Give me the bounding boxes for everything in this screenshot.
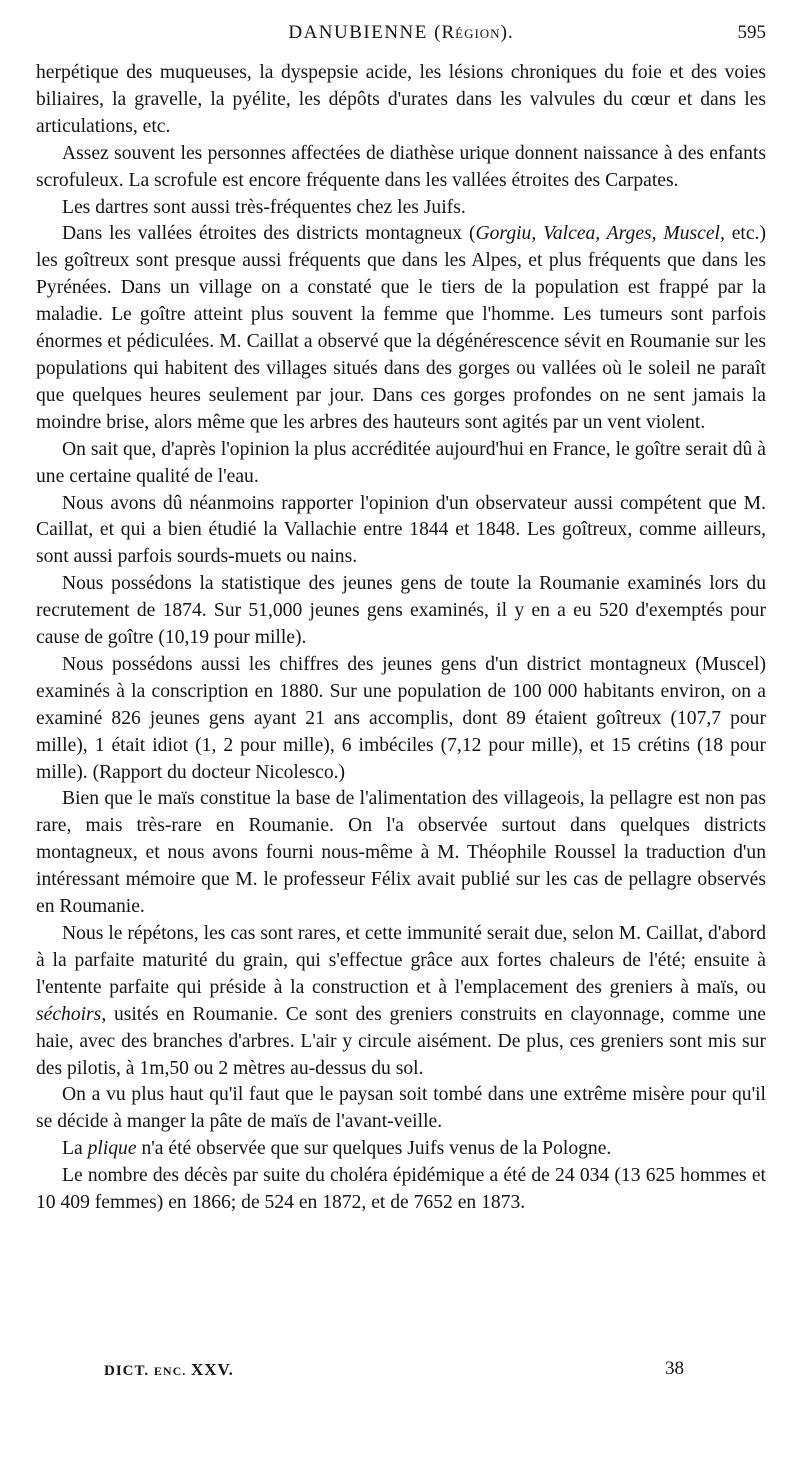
page-header [36, 22, 766, 52]
paragraph [36, 221, 766, 436]
running-head [36, 22, 766, 44]
paragraph-text: Bien que le maïs constitue la base de l'alimentation des villageois, la pellagre est non pas rare, mais très-rare en Roumanie. On l'a observée surtout dans quelques districts montagneux, et nous avons fourni nous-même à M. Théophile Roussel la traduction d'un intéressant mémoire que M. le professeur Félix avait publié sur les cas de pellagre observés en Roumanie. [36, 788, 766, 918]
paragraph-text: Assez souvent les personnes affectées de diathèse urique donnent naissance à des enfants scrofuleux. La scrofule est encore fréquente dans les vallées étroites des Carpates. [36, 142, 766, 191]
paragraph-text: On sait que, d'après l'opinion la plus accréditée aujourd'hui en France, le goître serait dû à une certaine qualité de l'eau. [36, 438, 766, 487]
italic-district-names: Gorgiu, Valcea, Arges, Muscel, [475, 223, 725, 245]
paragraph [36, 141, 766, 195]
italic-term: plique [87, 1138, 137, 1160]
page-number: 595 [737, 22, 766, 43]
paragraph [36, 491, 766, 572]
paragraph-text: etc.) les goîtreux sont presque aussi fréquents que dans les Alpes, et plus fréquents que dans les Pyrénées. Dans un village on a constaté que le tiers de la population est frappé par la maladie. Le goître atteint plus souvent la femme que l'homme. Les tumeurs sont parfois énormes et pédiculées. M. Caillat a observé que la dégénérescence sévit en Roumanie sur les populations qui habitent des villages situés dans des gorges ou vallées où le soleil ne paraît que quelques heures seulement par jour. Dans ces gorges profondes on ne sent jamais la moindre brise, alors même que les arbres des hauteurs sont agités par un vent violent. [36, 223, 766, 433]
paragraph-text: Le nombre des décès par suite du choléra épidémique a été de 24 034 (13 625 hommes et 10 409 femmes) en 1866; de 524 en 1872, et de 7652 en 1873. [36, 1165, 766, 1214]
paragraph [36, 571, 766, 652]
italic-term: séchoirs [36, 1003, 102, 1025]
paragraph-text: Nous possédons aussi les chiffres des jeunes gens d'un district montagneux (Muscel) examinés à la conscription en 1880. Sur une population de 100 000 habitants environ, on a examiné 826 jeunes gens ayant 21 ans accomplis, dont 89 étaient goîtreux (107,7 pour mille), 1 était idiot (1, 2 pour mille), 6 imbéciles (7,12 pour mille), et 15 crétins (18 pour mille). (Rapport du docteur Nicolesco.) [36, 653, 766, 783]
paragraph [36, 195, 766, 222]
article-body [36, 60, 766, 1217]
running-head-subtitle: (Région). [434, 22, 514, 43]
signature-volume: XXV. [191, 1360, 234, 1379]
paragraph-text: Nous avons dû néanmoins rapporter l'opinion d'un observateur aussi compétent que M. Caillat, et qui a bien étudié la Vallachie entre 1844 et 1848. Les goîtreux, comme ailleurs, sont aussi parfois sourds-muets ou nains. [36, 492, 766, 568]
paragraph-text: On a vu plus haut qu'il faut que le paysan soit tombé dans une extrême misère pour qu'il se décide à manger la pâte de maïs de l'avant-veille. [36, 1084, 766, 1133]
signature-dict: DICT. [104, 1363, 150, 1379]
paragraph-text: La [62, 1138, 88, 1160]
paragraph-text: herpétique des muqueuses, la dyspepsie acide, les lésions chroniques du foie et des voies biliaires, la gravelle, la pyélite, les dépôts d'urates dans les valvules du cœur et dans les articulations, etc. [36, 62, 766, 137]
sheet-number: 38 [665, 1358, 684, 1379]
page-footer [104, 1356, 684, 1386]
paragraph [36, 1163, 766, 1217]
paragraph [36, 60, 766, 141]
paragraph [36, 921, 766, 1082]
signature-enc: ENC. [153, 1364, 187, 1378]
printer-signature [104, 1360, 234, 1380]
paragraph [36, 1136, 766, 1163]
paragraph-text: Nous possédons la statistique des jeunes gens de toute la Roumanie examinés lors du recrutement de 1874. Sur 51,000 jeunes gens examinés, il y en a eu 520 d'exemptés pour cause de goître (10,19 pour mille). [36, 573, 766, 649]
paragraph-text: n'a été observée que sur quelques Juifs venus de la Pologne. [136, 1138, 612, 1160]
paragraph-text: , usités en Roumanie. Ce sont des greniers construits en clayonnage, comme une haie, avec des branches d'arbres. L'air y circule aisément. De plus, ces greniers sont mis sur des pilotis, à 1m,50 ou 2 mètres au-dessus du sol. [36, 1003, 766, 1079]
paragraph [36, 786, 766, 921]
running-head-title: DANUBIENNE [288, 22, 428, 43]
paragraph-text: Dans les vallées étroites des districts montagneux ( [62, 223, 476, 245]
paragraph-text: Nous le répétons, les cas sont rares, et cette immunité serait due, selon M. Caillat, d'abord à la parfaite maturité du grain, qui s'effectue grâce aux fortes chaleurs de l'été; ensuite à l'entente parfaite qui préside à la construction et à l'emplacement des greniers à maïs, ou [36, 923, 766, 998]
paragraph [36, 1082, 766, 1136]
paragraph [36, 652, 766, 787]
paragraph-text: Les dartres sont aussi très-fréquentes chez les Juifs. [62, 196, 466, 218]
paragraph [36, 437, 766, 491]
